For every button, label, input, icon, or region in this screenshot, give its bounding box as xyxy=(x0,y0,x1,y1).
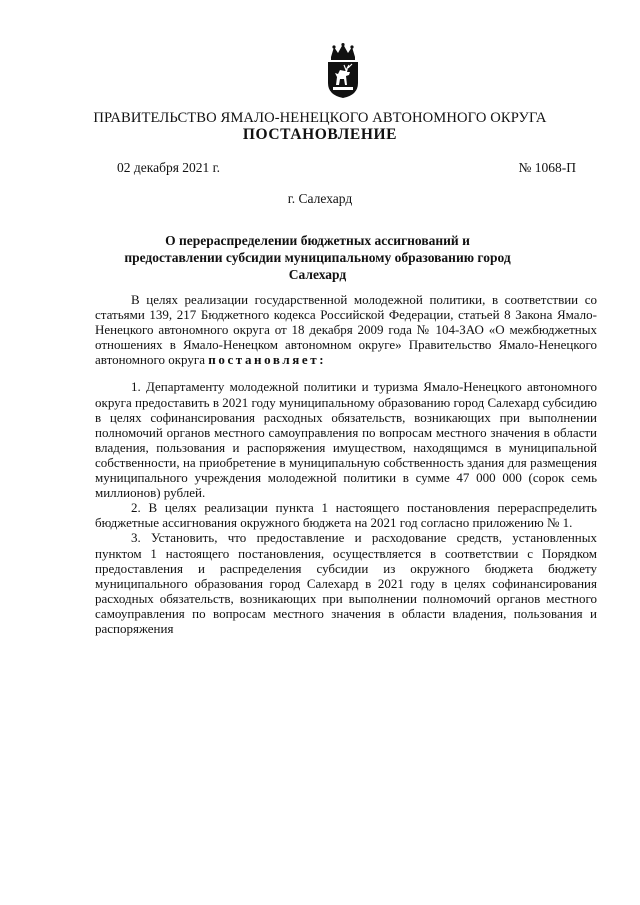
coat-of-arms-icon xyxy=(325,43,361,99)
decree-word: постановляет: xyxy=(208,352,327,368)
government-name: ПРАВИТЕЛЬСТВО ЯМАЛО-НЕНЕЦКОГО АВТОНОМНОГО ОКРУГА xyxy=(93,110,547,126)
paragraph-3: 3. Установить, что предоставление и расходование средств, установленных пунктом 1 настоящего постановления, осуществляется в соответствии с Порядком предоставления и распределения субсидии из окружного бюджета бюджету муниципального образования город Салехард в 2021 году в целях софинансирования расходных обязательств, возникающих при выполнении полномочий органов местного самоуправления по вопросам местного значения в области владения, пользования и распоряжения xyxy=(95,530,597,636)
paragraph-1: 1. Департаменту молодежной политики и туризма Ямало-Ненецкого автономного округа предоставить в 2021 году муниципальному образованию город Салехард субсидию в целях софинансирования расходных обязательств, возникающих при выполнении полномочий органов местного самоуправления по вопросам местного значения в области владения, пользования и распоряжения имуществом, находящимся в муниципальной собственности, на приобретение в муниципальную собственность здания для размещения муниципального учреждения молодежной политики в сумме 47 000 000 (сорок семь миллионов) рублей. xyxy=(95,379,597,501)
document-number: № 1068-П xyxy=(518,160,576,175)
document-type: ПОСТАНОВЛЕНИЕ xyxy=(242,126,398,143)
preamble xyxy=(95,292,597,367)
document-date: 02 декабря 2021 г. xyxy=(117,160,221,175)
document-body xyxy=(95,292,597,636)
preamble-text: В целях реализации государственной молодежной политики, в соответствии со статьями 139, 217 Бюджетного кодекса Российской Федерации, статьей 8 Закона Ямало-Ненецкого автономного округа от 18 декабря 2009 года № 104-ЗАО «О межбюджетных отношениях в Ямало-Ненецком автономном округе» Правительство Ямало-Ненецкого автономного округа xyxy=(95,292,597,368)
document-city: г. Салехард xyxy=(287,191,353,206)
paragraph-2: 2. В целях реализации пункта 1 настоящего постановления перераспределить бюджетные ассигнования окружного бюджета на 2021 год согласно приложению № 1. xyxy=(95,500,597,531)
document-title: О перераспределении бюджетных ассигнований и предоставлении субсидии муниципальному образованию город Салехард xyxy=(124,233,511,282)
